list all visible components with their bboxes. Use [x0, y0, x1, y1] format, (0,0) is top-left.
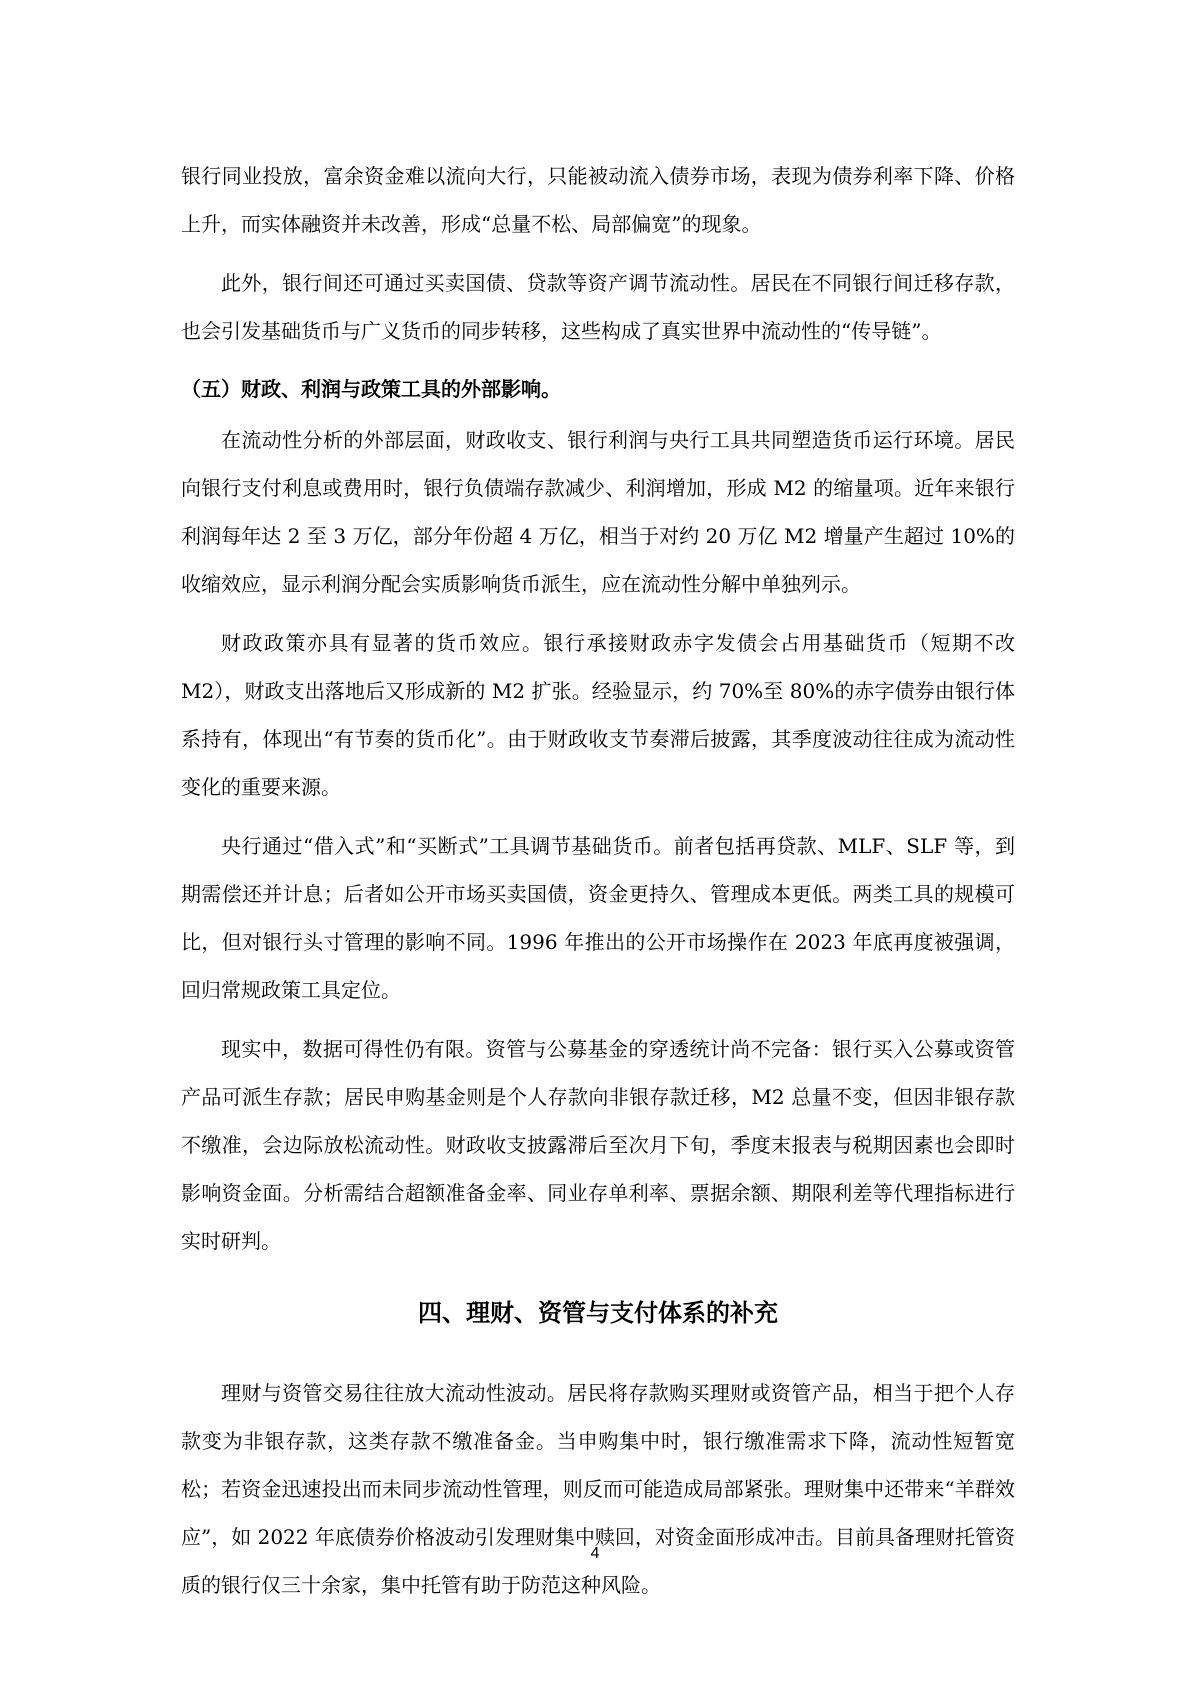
- page-body: [181, 152, 1015, 1620]
- paragraph-bank-profits: 在流动性分析的外部层面，财政收支、银行利润与央行工具共同塑造货币运行环境。居民向银行支付利息或费用时，银行负债端存款减少、利润增加，形成 M2 的缩量项。近年来银行利润每年达 2 至 3 万亿，部分年份超 4 万亿，相当于对约 20 万亿 M2 增量产生超过 10%的收缩效应，显示利润分配会实质影响货币派生，应在流动性分解中单独列示。: [181, 428, 1015, 596]
- paragraph-wealth-management: 理财与资管交易往往放大流动性波动。居民将存款购买理财或资管产品，相当于把个人存款变为非银存款，这类存款不缴准备金。当申购集中时，银行缴准需求下降，流动性短暂宽松；若资金迅速投出而未同步流动性管理，则反而可能造成局部紧张。理财集中还带来“羊群效应”，如 2022 年底债券价格波动引发理财集中赎回，对资金面形成冲击。目前具备理财托管资质的银行仅三十余家，集中托管有助于防范这种风险。: [181, 1381, 1015, 1597]
- paragraph-data-availability: 现实中，数据可得性仍有限。资管与公募基金的穿透统计尚不完备：银行买入公募或资管产品可派生存款；居民申购基金则是个人存款向非银存款迁移，M2 总量不变，但因非银存款不缴准，会边际放松流动性。财政收支披露滞后至次月下旬，季度末报表与税期因素也会即时影响资金面。分析需结合超额准备金率、同业存单利率、票据余额、期限利差等代理指标进行实时研判。: [181, 1037, 1015, 1253]
- section-heading: 四、理财、资管与支付体系的补充: [418, 1299, 778, 1327]
- paragraph-central-bank-tools: 央行通过“借入式”和“买断式”工具调节基础货币。前者包括再贷款、MLF、SLF 等，到期需偿还并计息；后者如公开市场买卖国债，资金更持久、管理成本更低。两类工具的规模可比，但对银行头寸管理的影响不同。1996 年推出的公开市场操作在 2023 年底再度被强调，回归常规政策工具定位。: [181, 834, 1015, 1002]
- paragraph-liquidity-chain: 此外，银行间还可通过买卖国债、贷款等资产调节流动性。居民在不同银行间迁移存款，也会引发基础货币与广义货币的同步转移，这些构成了真实世界中流动性的“传导链”。: [181, 271, 1015, 343]
- paragraph-continued: 银行同业投放，富余资金难以流向大行，只能被动流入债券市场，表现为债券利率下降、价格上升，而实体融资并未改善，形成“总量不松、局部偏宽”的现象。: [181, 164, 1015, 236]
- page-number: 4: [590, 1545, 600, 1562]
- subheading-external-influences: （五）财政、利润与政策工具的外部影响。: [181, 377, 561, 401]
- paragraph-fiscal-policy: 财政政策亦具有显著的货币效应。银行承接财政赤字发债会占用基础货币（短期不改 M2），财政支出落地后又形成新的 M2 扩张。经验显示，约 70%至 80%的赤字债券由银行体系持有，体现出“有节奏的货币化”。由于财政收支节奏滞后披露，其季度波动往往成为流动性变化的重要来源。: [181, 631, 1015, 799]
